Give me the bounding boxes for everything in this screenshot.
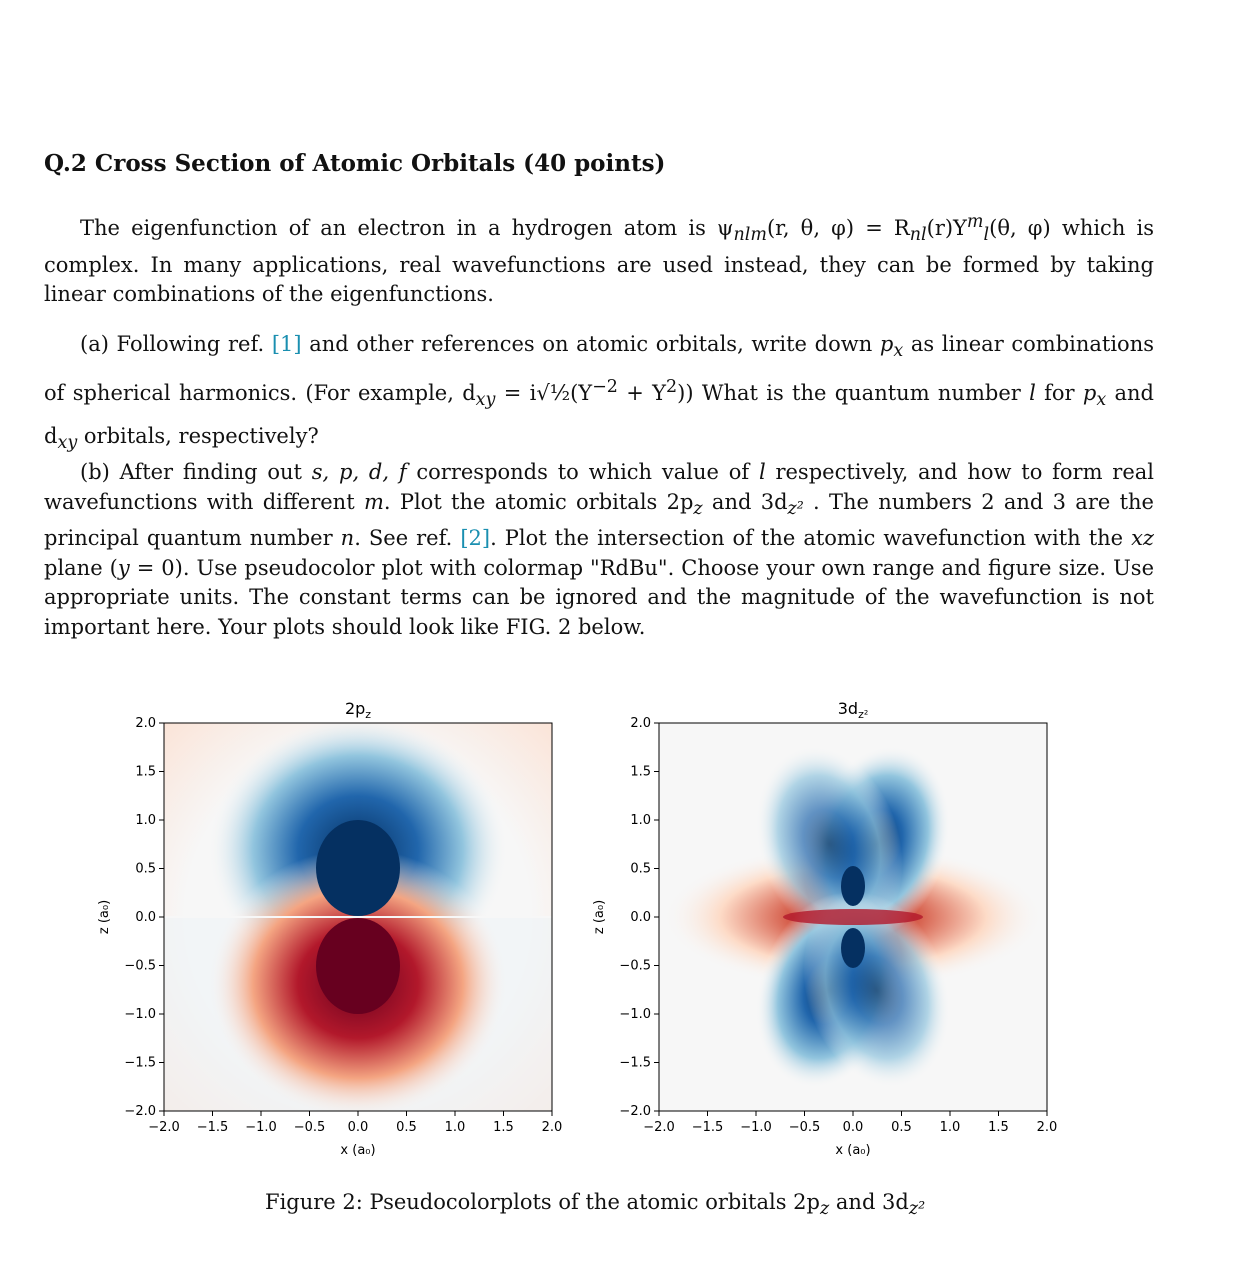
y-tick-label: 0.5	[135, 861, 156, 877]
y-tick-label: −1.5	[124, 1055, 156, 1071]
y-tick-label: −2.0	[619, 1104, 651, 1119]
x-tick-label: −1.5	[691, 1120, 724, 1135]
x-tick-label: 0.0	[347, 1120, 369, 1135]
y-tick-label: −1.0	[124, 1007, 156, 1022]
y-tick-label: −1.0	[619, 1007, 651, 1022]
question-b: (b) After finding out s, p, d, f corresponds to which value of l respectively, and how to form real wavefunctions with different m. Plot the atomic orbitals $2p_z$ and $3d_{z^2}$ . The numbers 2 and 3 are the principal quantum number n. See ref. [2]. Plot the intersection of the atomic wavefunction with the xz plane (y = 0). Use pseudocolor plot with colormap "RdBu". Choose your own range and figure size. Use appropriate units. The constant terms can be ignored and the magnitude of the wavefunction is not important here. Your plots should look like FIG. 2 below.	[44, 460, 1155, 639]
x-axis-label: x (a₀)	[340, 1143, 376, 1158]
figure-caption: Figure 2: Pseudocolorplots of the atomic orbitals $2p_z$ and $3d_{z^2}$	[265, 1190, 926, 1220]
x-tick-label: −2.0	[148, 1120, 180, 1135]
y-tick-label: 0.5	[630, 861, 651, 877]
plot-3dz2	[585, 690, 1075, 1174]
y-tick-labels	[619, 716, 659, 1119]
x-tick-label: 1.5	[493, 1120, 514, 1135]
x-tick-label: −1.0	[740, 1120, 772, 1135]
y-tick-label: 1.5	[135, 764, 156, 780]
y-tick-label: 2.0	[135, 716, 156, 731]
y-tick-label: 0.0	[630, 910, 651, 925]
y-axis-label: z (a₀)	[592, 899, 607, 935]
x-tick-labels	[643, 1111, 1057, 1135]
y-tick-label: 2.0	[630, 716, 651, 731]
reference-link-1[interactable]: [1]	[271, 332, 302, 356]
y-tick-label: −2.0	[124, 1104, 156, 1119]
x-tick-label: −1.5	[196, 1120, 229, 1135]
y-tick-label: −1.5	[619, 1055, 651, 1071]
x-tick-label: −0.5	[293, 1120, 326, 1135]
x-tick-labels	[148, 1111, 562, 1135]
x-tick-label: 1.0	[444, 1120, 466, 1135]
plot-title: $3d_{z^2}$	[837, 699, 869, 721]
x-tick-label: 1.0	[939, 1120, 961, 1135]
x-tick-label: −0.5	[788, 1120, 821, 1135]
y-tick-label: 1.5	[630, 764, 651, 780]
intro-paragraph: The eigenfunction of an electron in a hydrogen atom is $\psi_{nlm}(r$, θ, $\varphi) = R_{nl}(r)Y^m_l(\theta$, φ) which is complex. In many applications, real wavefunctions are used instead, they can be formed by taking linear combinations of the eigenfunctions.	[44, 212, 1154, 307]
x-tick-label: 2.0	[1036, 1120, 1058, 1135]
plot-2pz	[90, 690, 580, 1174]
y-tick-label: −0.5	[619, 958, 651, 974]
section-title: Q.2 Cross Section of Atomic Orbitals (40 points)	[44, 150, 666, 177]
question-a: (a) Following ref. [1] and other references on atomic orbitals, write down $p_x$ as linear combinations of spherical harmonics. (For example, $d_{xy}$ = $i√\frac{1}{2}(Y^{-2} + Y^2)$) What is the quantum number l for $p_x$ and $d_{xy}$ orbitals, respectively?	[44, 332, 1155, 454]
x-tick-label: −2.0	[643, 1120, 675, 1135]
x-tick-label: 0.0	[842, 1120, 864, 1135]
x-tick-label: 0.5	[396, 1120, 417, 1135]
y-tick-label: −0.5	[124, 958, 156, 974]
x-tick-label: 2.0	[541, 1120, 563, 1135]
reference-link-2[interactable]: [2]	[460, 526, 491, 551]
x-tick-label: 1.5	[988, 1120, 1009, 1135]
x-tick-label: 0.5	[891, 1120, 912, 1135]
y-axis-label: z (a₀)	[97, 899, 112, 935]
y-tick-label: 1.0	[630, 813, 651, 828]
plot-title: $2p_z$	[344, 699, 372, 721]
x-axis-label: x (a₀)	[835, 1143, 871, 1158]
y-tick-labels	[124, 716, 164, 1119]
x-tick-label: −1.0	[245, 1120, 277, 1135]
y-tick-label: 0.0	[135, 910, 156, 925]
y-tick-label: 1.0	[135, 813, 156, 828]
